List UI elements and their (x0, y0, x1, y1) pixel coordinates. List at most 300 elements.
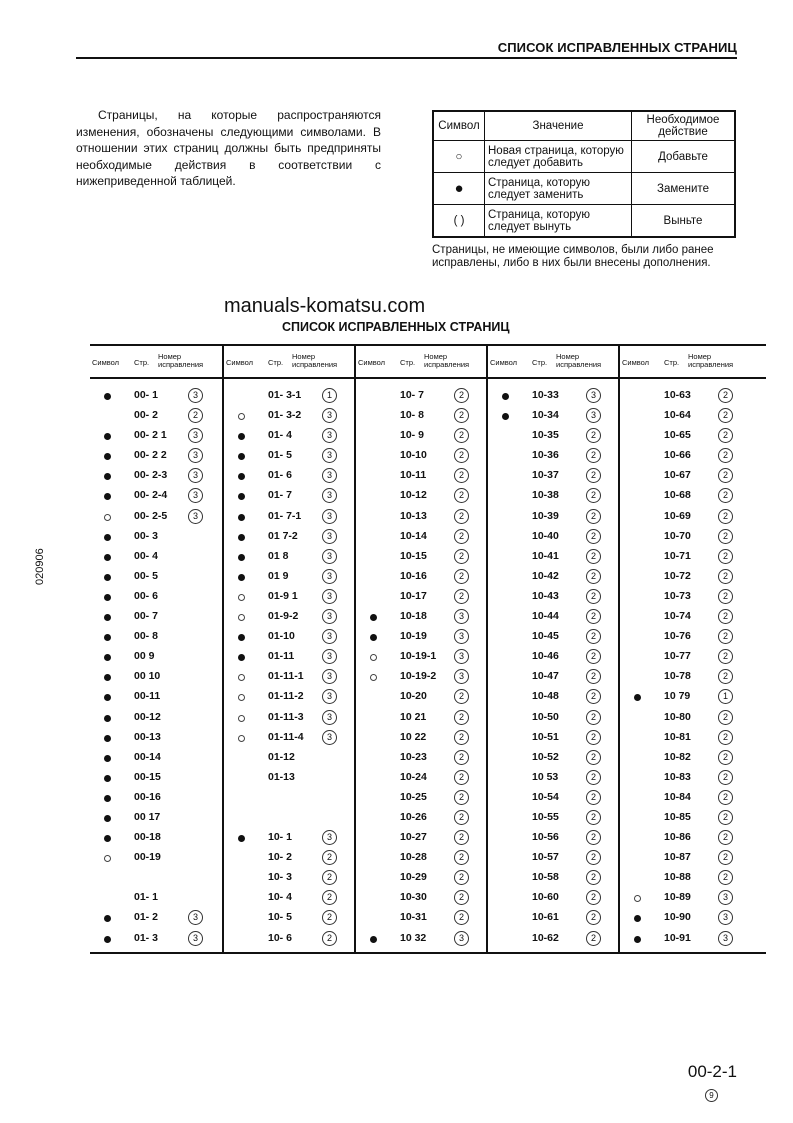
list-item (90, 750, 220, 770)
page-ref: 10-70 (664, 529, 691, 542)
revision-badge: 2 (718, 549, 733, 564)
list-item (356, 669, 486, 689)
list-item (90, 549, 220, 569)
page-ref: 10-10 (400, 449, 427, 462)
page-ref: 10-17 (400, 589, 427, 602)
revision-badge: 3 (322, 609, 337, 624)
revision-badge: 2 (718, 830, 733, 845)
revision-badge: 2 (718, 509, 733, 524)
revision-badge: 2 (586, 609, 601, 624)
legend-action: Добавьте (632, 141, 736, 173)
column-header (620, 352, 750, 372)
page-ref: 10-47 (532, 670, 559, 683)
list-item (620, 750, 750, 770)
list-item (488, 770, 618, 790)
list-item (224, 910, 354, 930)
filled-circle-icon (104, 915, 111, 922)
column-header (488, 352, 618, 372)
open-circle-icon (238, 694, 245, 701)
page-ref: 00-18 (134, 831, 161, 844)
revision-badge: 2 (586, 448, 601, 463)
revision-badge: 2 (718, 850, 733, 865)
list-item (356, 770, 486, 790)
revision-badge: 3 (322, 488, 337, 503)
filled-circle-icon (104, 694, 111, 701)
revision-badge: 3 (586, 388, 601, 403)
legend-meaning: Страница, которую следует вынуть (485, 205, 632, 238)
revision-badge: 2 (718, 730, 733, 745)
header-revision: Номер исправления (688, 352, 734, 369)
list-item (620, 509, 750, 529)
list-item (90, 529, 220, 549)
page-ref: 10 53 (532, 770, 559, 783)
page-ref: 10-40 (532, 529, 559, 542)
list-item (356, 589, 486, 609)
list-item (90, 589, 220, 609)
list-item (356, 468, 486, 488)
column-rows (620, 388, 750, 951)
revision-badge: 2 (454, 710, 469, 725)
filled-circle-icon (104, 473, 111, 480)
page-ref: 10- 1 (268, 831, 292, 844)
revision-badge: 3 (322, 669, 337, 684)
filled-circle-icon (104, 735, 111, 742)
list-item (90, 408, 220, 428)
page-ref: 10- 4 (268, 891, 292, 904)
header-revision: Номер исправления (158, 352, 204, 369)
revision-badge: 3 (322, 549, 337, 564)
revision-badge: 3 (454, 609, 469, 624)
revision-badge: 3 (322, 730, 337, 745)
page-ref: 10-71 (664, 549, 691, 562)
page-ref: 01 7-2 (268, 529, 298, 542)
page-ref: 10-25 (400, 790, 427, 803)
list-item (90, 569, 220, 589)
list-item (356, 448, 486, 468)
list-item (356, 750, 486, 770)
revision-badge: 3 (322, 509, 337, 524)
page-ref: 01- 1 (134, 891, 158, 904)
revision-badge: 1 (718, 689, 733, 704)
page-ref: 10-56 (532, 831, 559, 844)
list-item (90, 689, 220, 709)
page-ref: 10-54 (532, 790, 559, 803)
list-item (620, 629, 750, 649)
page-ref: 01- 3-1 (268, 389, 302, 401)
filled-circle-icon (104, 755, 111, 762)
page-ref: 01-11-1 (268, 670, 304, 683)
list-item (620, 649, 750, 669)
list-column (618, 344, 750, 954)
revision-badge: 2 (454, 790, 469, 805)
page-ref: 10-58 (532, 871, 559, 884)
list-item (488, 790, 618, 810)
list-item (488, 730, 618, 750)
page-ref: 10-73 (664, 589, 691, 602)
open-circle-icon (104, 514, 111, 521)
page-ref: 01- 4 (268, 429, 292, 442)
revision-badge: 3 (322, 689, 337, 704)
page-ref: 10-44 (532, 610, 559, 623)
revision-badge: 3 (188, 448, 203, 463)
page-number: 00-2-1 (687, 1062, 737, 1081)
column-rows (90, 388, 220, 951)
header-page: Стр. (400, 358, 416, 367)
revision-badge: 3 (322, 649, 337, 664)
page-ref: 10-27 (400, 831, 427, 844)
page-ref: 10-31 (400, 911, 427, 924)
open-circle-icon (238, 674, 245, 681)
column-rows (224, 388, 354, 951)
page-ref: 10-89 (664, 891, 691, 904)
revision-badge: 2 (454, 890, 469, 905)
list-item (90, 448, 220, 468)
list-item (90, 488, 220, 508)
page-ref: 10-77 (664, 650, 691, 663)
filled-circle-icon (502, 413, 509, 420)
revision-badge: 2 (586, 890, 601, 905)
list-item (488, 689, 618, 709)
revision-badge: 2 (454, 488, 469, 503)
page-ref: 00-13 (134, 730, 161, 743)
list-item (488, 408, 618, 428)
revision-badge: 1 (322, 388, 337, 403)
list-item (90, 730, 220, 750)
header-page: Стр. (532, 358, 548, 367)
list-item (356, 649, 486, 669)
revision-badge: 2 (718, 790, 733, 805)
list-item (224, 629, 354, 649)
filled-circle-icon (104, 574, 111, 581)
list-item (90, 850, 220, 870)
revision-badge: 2 (586, 428, 601, 443)
list-item (620, 669, 750, 689)
filled-circle-icon (104, 936, 111, 943)
revision-badge: 3 (322, 529, 337, 544)
page-revision-badge: 9 (705, 1089, 718, 1102)
filled-circle-icon (104, 614, 111, 621)
revision-badge: 2 (586, 710, 601, 725)
open-circle-icon (238, 715, 245, 722)
page-ref: 10 21 (400, 710, 427, 723)
list-item (224, 428, 354, 448)
page-ref: 10-50 (532, 710, 559, 723)
open-circle-icon: ○ (433, 141, 485, 173)
list-item (356, 529, 486, 549)
filled-circle-icon (104, 534, 111, 541)
page-ref: 10-57 (532, 851, 559, 864)
column-header (90, 352, 220, 372)
list-item (224, 509, 354, 529)
list-item (224, 488, 354, 508)
revision-badge: 3 (322, 830, 337, 845)
list-item (356, 931, 486, 951)
list-item (224, 770, 354, 790)
list-item (620, 910, 750, 930)
list-item (224, 830, 354, 850)
list-item (620, 790, 750, 810)
open-circle-icon (238, 735, 245, 742)
revision-badge: 2 (586, 549, 601, 564)
revision-badge: 2 (586, 850, 601, 865)
list-item (224, 750, 354, 770)
revision-badge: 3 (188, 509, 203, 524)
revision-badge: 2 (454, 750, 469, 765)
page-ref: 10-46 (532, 650, 559, 663)
revision-badge: 2 (718, 488, 733, 503)
page-ref: 10-13 (400, 509, 427, 522)
intro-text: Страницы, на которые распространяются изменения, обозначены следующими символами. В отношении этих страниц должны быть предприняты необходимые действия в соответствии с нижеприведенной таблицей. (76, 108, 381, 188)
list-item (620, 448, 750, 468)
page-ref: 10 22 (400, 730, 427, 743)
revision-badge: 2 (454, 770, 469, 785)
page-ref: 10-72 (664, 569, 691, 582)
list-column (486, 344, 618, 954)
list-item (488, 448, 618, 468)
list-item (620, 529, 750, 549)
page-ref: 10-74 (664, 610, 691, 623)
watermark: manuals-komatsu.com (224, 295, 426, 317)
revision-badge: 3 (322, 589, 337, 604)
page-ref: 10 79 (664, 690, 691, 703)
list-item (90, 890, 220, 910)
revision-badge: 2 (454, 448, 469, 463)
legend-meaning: Новая страница, которую следует добавить (485, 141, 632, 173)
page-ref: 10-61 (532, 911, 559, 924)
filled-circle-icon (238, 493, 245, 500)
revision-badge: 2 (322, 931, 337, 946)
page-ref: 00- 2-5 (134, 509, 168, 522)
side-code: 020906 (34, 548, 46, 585)
header-symbol: Символ (490, 358, 518, 367)
list-item (488, 890, 618, 910)
filled-circle-icon (104, 493, 111, 500)
page-ref: 10-69 (664, 509, 691, 522)
list-item (620, 830, 750, 850)
revision-badge: 3 (188, 931, 203, 946)
page-ref: 00- 8 (134, 630, 158, 643)
list-item (488, 810, 618, 830)
list-item (224, 448, 354, 468)
page-ref: 10-90 (664, 911, 691, 924)
page-ref: 10-34 (532, 409, 559, 422)
page-ref: 10-78 (664, 670, 691, 683)
revision-badge: 3 (322, 448, 337, 463)
page-ref: 01- 3 (134, 931, 158, 944)
list-item (356, 790, 486, 810)
filled-circle-icon (238, 554, 245, 561)
page-ref: 01- 7-1 (268, 509, 302, 522)
page-ref: 00- 2-4 (134, 489, 168, 502)
list-item (356, 509, 486, 529)
list-item (224, 710, 354, 730)
filled-circle-icon (238, 433, 245, 440)
list-item (356, 890, 486, 910)
list-item (90, 770, 220, 790)
page-ref: 10-60 (532, 891, 559, 904)
page-ref: 01- 2 (134, 911, 158, 924)
filled-circle-icon (104, 634, 111, 641)
revision-badge: 2 (454, 509, 469, 524)
list-item (224, 689, 354, 709)
filled-circle-icon (370, 936, 377, 943)
list-item (224, 408, 354, 428)
filled-circle-icon (104, 775, 111, 782)
page-ref: 10-16 (400, 569, 427, 582)
page-ref: 00-16 (134, 790, 161, 803)
page-ref: 10-63 (664, 389, 691, 401)
revision-badge: 2 (586, 569, 601, 584)
list-item (224, 388, 354, 408)
list-item (356, 388, 486, 408)
filled-circle-icon (238, 574, 245, 581)
list-item (90, 870, 220, 890)
header-symbol: Символ (226, 358, 254, 367)
list-item (488, 549, 618, 569)
list-item (90, 931, 220, 951)
list-item (488, 388, 618, 408)
page-ref: 10-81 (664, 730, 691, 743)
page-ref: 10-38 (532, 489, 559, 502)
list-item (620, 609, 750, 629)
list-column (222, 344, 354, 954)
page-ref: 01-12 (268, 750, 295, 763)
list-item (620, 569, 750, 589)
filled-circle-icon (238, 634, 245, 641)
revision-badge: 2 (322, 890, 337, 905)
revision-badge: 2 (322, 850, 337, 865)
open-circle-icon (238, 413, 245, 420)
list-item (356, 730, 486, 750)
revision-badge: 2 (586, 468, 601, 483)
list-item (488, 931, 618, 951)
page-ref: 10-85 (664, 810, 691, 823)
page-ref: 00- 6 (134, 589, 158, 602)
list-item (620, 468, 750, 488)
open-circle-icon (238, 614, 245, 621)
revision-badge: 2 (718, 468, 733, 483)
page-ref: 10-28 (400, 851, 427, 864)
column-header (224, 352, 354, 372)
list-item (224, 810, 354, 830)
filled-circle-icon (502, 393, 509, 400)
revision-badge: 3 (188, 910, 203, 925)
revision-badge: 2 (718, 529, 733, 544)
page-ref: 10-64 (664, 409, 691, 422)
list-item (488, 710, 618, 730)
revision-badge: 3 (322, 710, 337, 725)
page-ref: 10-26 (400, 810, 427, 823)
page-ref: 10-20 (400, 690, 427, 703)
page-ref: 01-10 (268, 630, 295, 643)
list-item (356, 428, 486, 448)
revision-badge: 2 (322, 870, 337, 885)
list-item (488, 488, 618, 508)
revision-badge: 2 (718, 710, 733, 725)
list-item (224, 569, 354, 589)
revision-badge: 3 (454, 629, 469, 644)
list-item (356, 488, 486, 508)
revision-badge: 2 (454, 388, 469, 403)
filled-circle-icon (104, 835, 111, 842)
list-item (488, 629, 618, 649)
list-item (224, 730, 354, 750)
revision-badge: 2 (586, 750, 601, 765)
page-ref: 00- 2 1 (134, 429, 167, 442)
page-ref: 10-36 (532, 449, 559, 462)
list-item (488, 529, 618, 549)
revision-badge: 2 (586, 689, 601, 704)
revision-badge: 2 (586, 589, 601, 604)
list-item (620, 408, 750, 428)
page-ref: 10-83 (664, 770, 691, 783)
filled-circle-icon (238, 835, 245, 842)
page-ref: 10-43 (532, 589, 559, 602)
legend-row (433, 173, 735, 205)
list-item (224, 649, 354, 669)
revision-badge: 2 (718, 609, 733, 624)
revision-badge: 2 (586, 730, 601, 745)
page-ref: 10-87 (664, 851, 691, 864)
header-revision: Номер исправления (556, 352, 602, 369)
filled-circle-icon (104, 453, 111, 460)
list-item (620, 710, 750, 730)
page-ref: 10-30 (400, 891, 427, 904)
page-ref: 01- 7 (268, 489, 292, 502)
list-item (488, 609, 618, 629)
list-item (620, 850, 750, 870)
revision-badge: 2 (718, 448, 733, 463)
revision-badge: 3 (322, 408, 337, 423)
filled-circle-icon (238, 534, 245, 541)
filled-circle-icon: ● (433, 173, 485, 205)
list-title: СПИСОК ИСПРАВЛЕННЫХ СТРАНИЦ (282, 320, 510, 334)
column-rows (488, 388, 618, 951)
page-ref: 01-11-4 (268, 730, 304, 743)
list-item (620, 890, 750, 910)
list-item (488, 589, 618, 609)
page-ref: 10-12 (400, 489, 427, 502)
list-item (90, 629, 220, 649)
filled-circle-icon (238, 514, 245, 521)
revision-badge: 2 (454, 850, 469, 865)
revision-badge: 3 (322, 468, 337, 483)
page-ref: 00 17 (134, 810, 161, 823)
revision-badge: 2 (586, 770, 601, 785)
revision-badge: 2 (718, 649, 733, 664)
header-page: Стр. (664, 358, 680, 367)
list-item (90, 428, 220, 448)
list-item (620, 388, 750, 408)
revision-badge: 2 (586, 649, 601, 664)
page-ref: 10-68 (664, 489, 691, 502)
revision-badge: 2 (586, 669, 601, 684)
filled-circle-icon (634, 936, 641, 943)
page-ref: 01-11-2 (268, 690, 304, 703)
revision-badge: 3 (188, 468, 203, 483)
filled-circle-icon (104, 554, 111, 561)
list-item (488, 569, 618, 589)
list-item (620, 428, 750, 448)
page-ref: 00- 4 (134, 549, 158, 562)
revision-badge: 2 (322, 910, 337, 925)
revision-badge: 2 (454, 428, 469, 443)
page-ref: 10-29 (400, 871, 427, 884)
page-ref: 00 10 (134, 670, 161, 683)
list-column (354, 344, 486, 954)
revision-badge: 3 (322, 629, 337, 644)
filled-circle-icon (104, 594, 111, 601)
